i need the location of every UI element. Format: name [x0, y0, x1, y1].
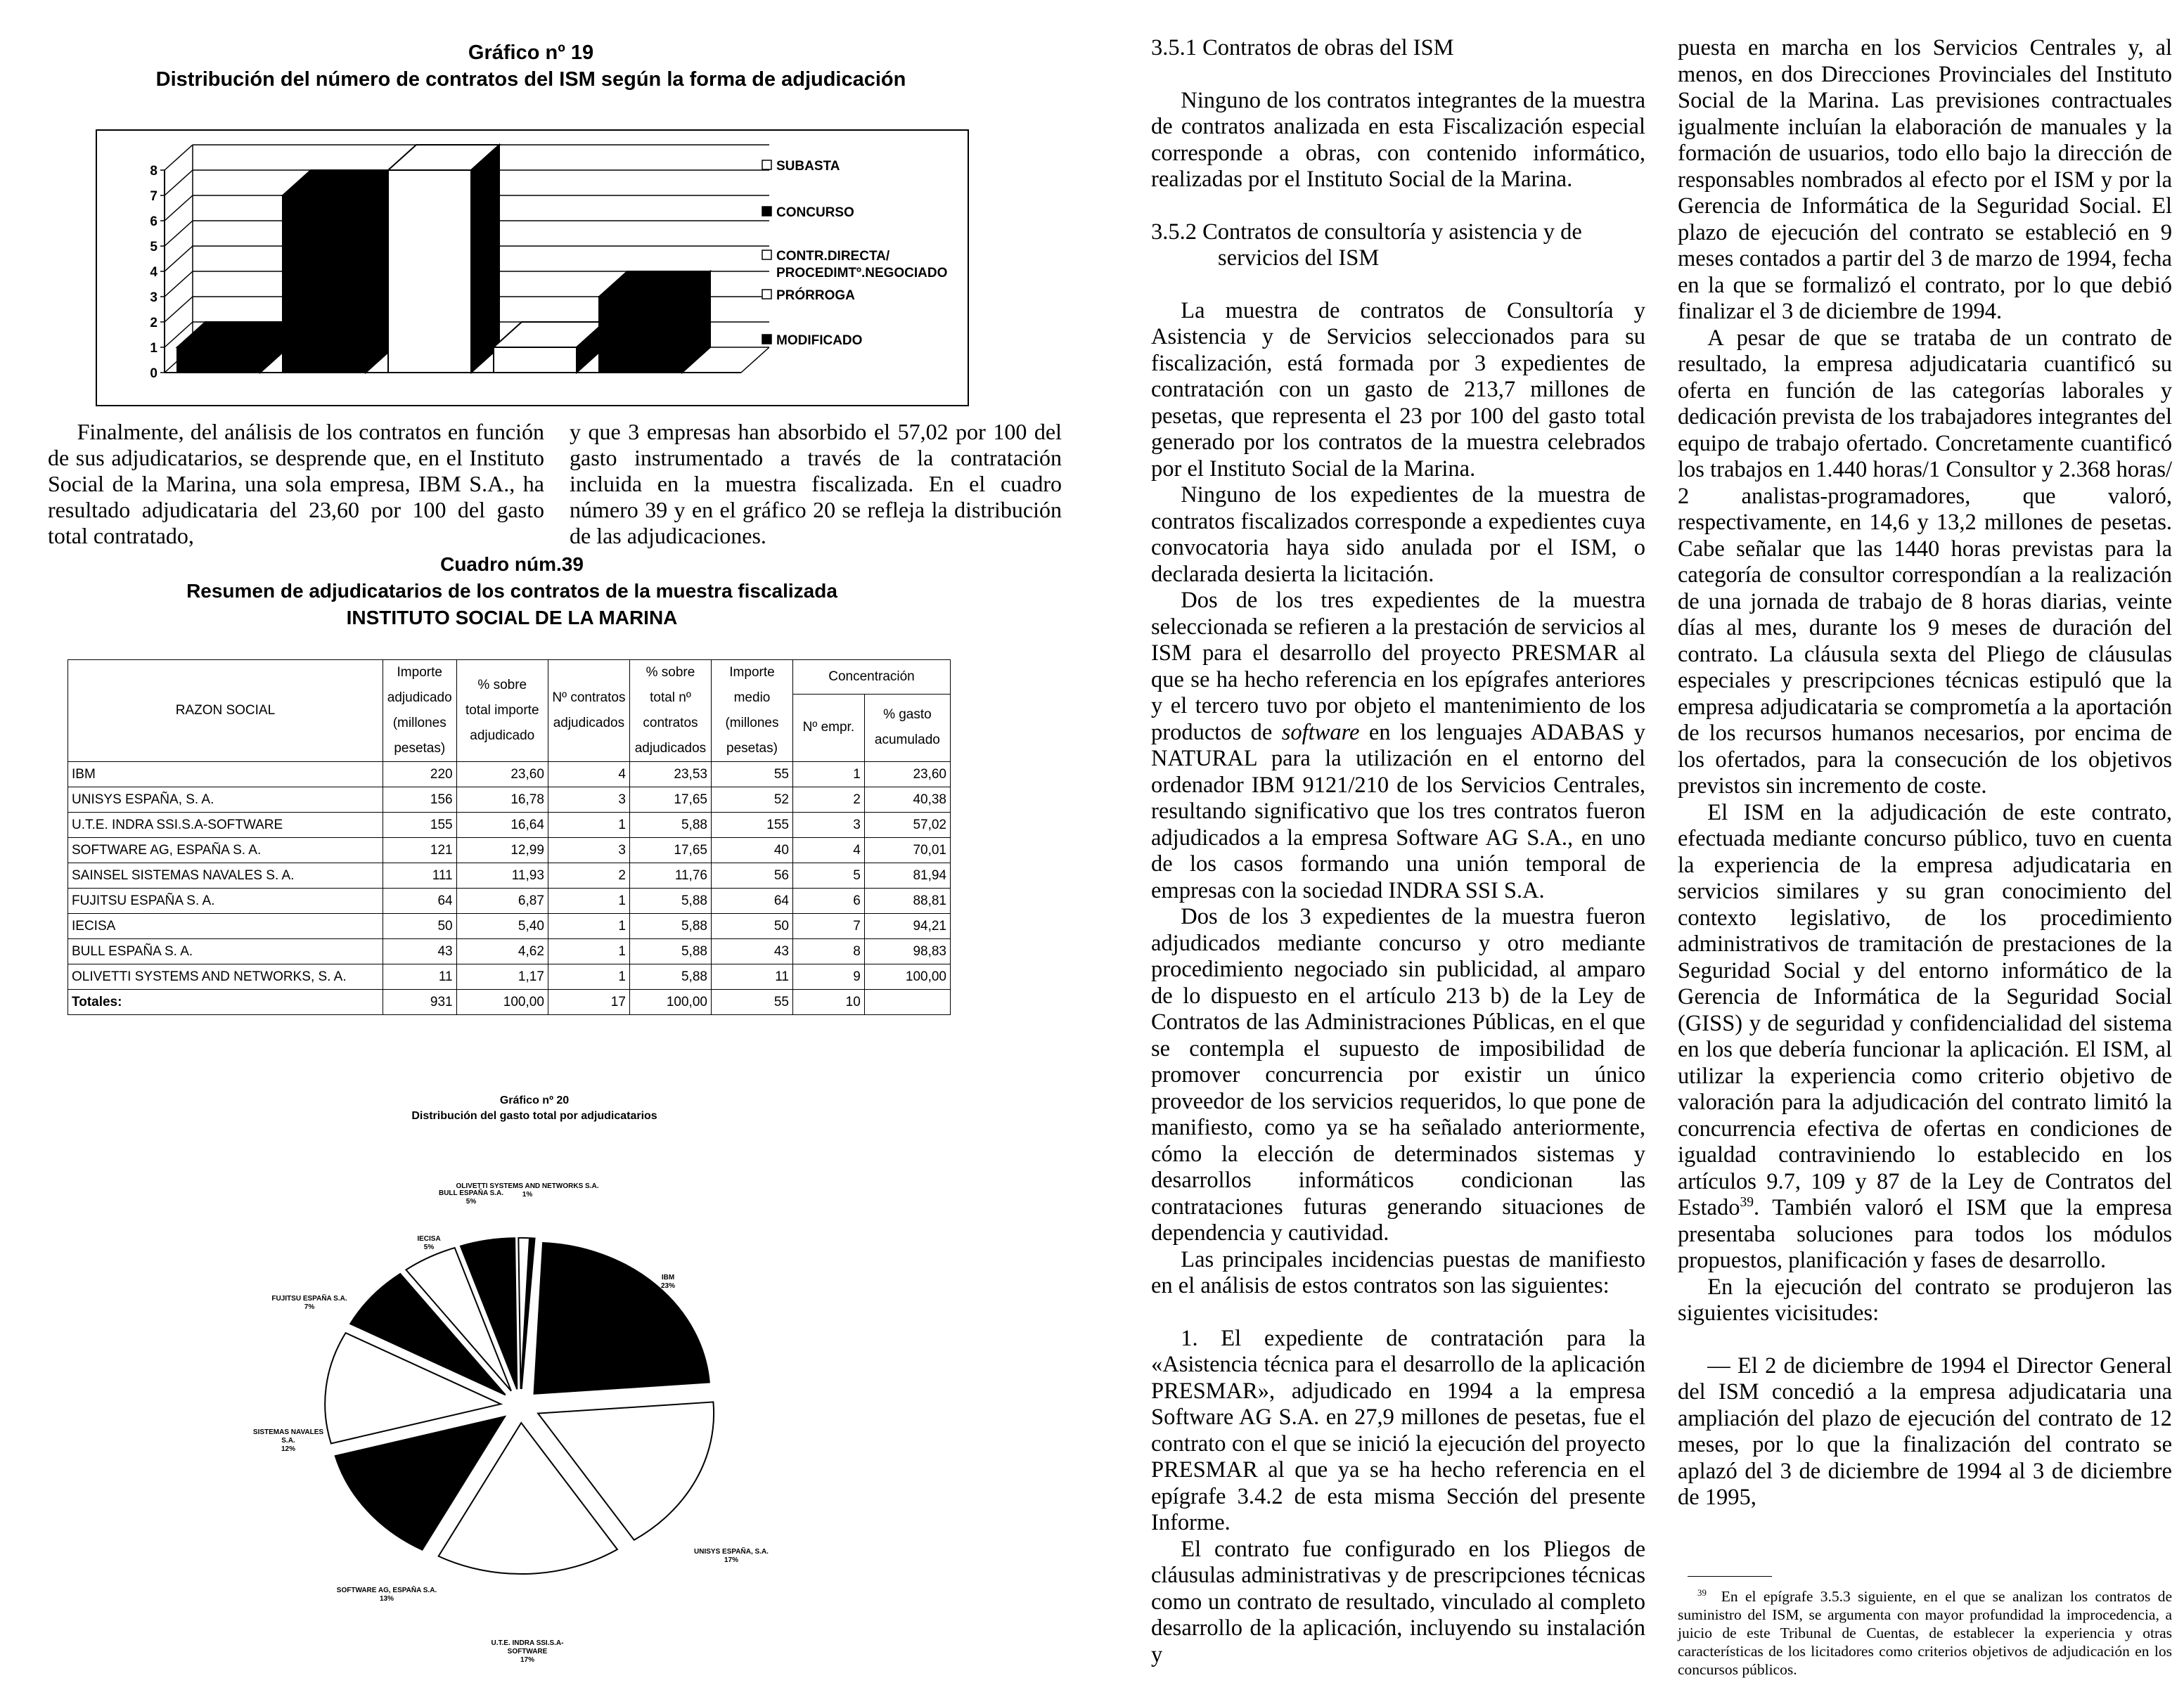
cell-total-pct-acum: [864, 990, 950, 1015]
cell-pct-importe: 5,40: [456, 914, 548, 939]
right-column-2: [1678, 35, 2172, 1511]
grafico20-slices: [325, 1238, 714, 1574]
header-n-contratos: [548, 660, 629, 762]
header-pct-contratos-l3: contratos: [643, 716, 698, 730]
bar-5: [599, 271, 710, 373]
bar-2: [283, 170, 394, 373]
footnote-rule: [1688, 1576, 1772, 1577]
cell-medio: 64: [711, 889, 792, 914]
cell-importe: 220: [383, 762, 456, 787]
paragraph-experiencia-b: . También valoró el ISM que la empresa presentaba soluciones para todos los módulos propuestos, planificación y fases de desarrollo.: [1678, 1195, 2172, 1273]
header-pct-importe: [456, 660, 548, 762]
cell-razon: FUJITSU ESPAÑA S. A.: [68, 889, 383, 914]
header-medio-l1: Importe: [729, 665, 775, 680]
cell-medio: 43: [711, 939, 792, 964]
cell-pct-importe: 12,99: [456, 838, 548, 863]
table-row: [68, 914, 951, 939]
header-pct-contratos-l2: total nº: [650, 690, 691, 705]
ytick-label: 3: [150, 290, 158, 305]
paragraph-experiencia-a: El ISM en la adjudicación de este contrato, efectuada mediante concurso público, tuvo en cuenta la experiencia de la empresa adjudicataria en servicios similares y su gran conocimiento del contexto legislativo, de los procedimiento administrativos de tramitación de prestaciones de la Seguridad Social y del entorno informático de la Gerencia de Informática de la Seguridad Social (GISS) y de seguridad y confidencialidad del sistema en los que debería funcionar la aplicación. El ISM, al utilizar la experiencia como criterio objetivo de valoración para la adjudicación del contrato limitó la concurrencia efectiva de ofertas en condiciones de igualdad contraviniendo lo establecido en los artículos 9.7, 109 y 87 de la Ley de Contratos del Estado: [1678, 799, 2172, 1220]
header-pct-importe-l2: total importe: [465, 703, 539, 718]
cell-importe: 155: [383, 813, 456, 838]
header-importe: [383, 660, 456, 762]
cell-medio: 11: [711, 964, 792, 990]
paragraph-muestra: La muestra de contratos de Consultoría y Asistencia y de Servicios seleccionados para su fiscalización, está formada por 3 expedientes de contratación con un gasto de 213,7 millones de pesetas, que representa el 23 por 100 del gasto total generado por los contratos de la muestra celebrados por el Instituto Social de la Marina.: [1151, 297, 1645, 482]
pie-label: U.T.E. INDRA SSI.S.A-: [491, 1639, 564, 1647]
grafico19-legend: [762, 159, 947, 348]
heading-3-5-1: 3.5.1 Contratos de obras del ISM: [1151, 35, 1454, 60]
cell-pct-acum: 70,01: [864, 838, 950, 863]
cuadro39-title-line2: Resumen de adjudicatarios de los contratos de la muestra fiscalizada: [186, 580, 837, 602]
cell-pct-acum: 23,60: [864, 762, 950, 787]
header-n-contratos-l2: adjudicados: [553, 716, 625, 730]
pie-percent: 13%: [379, 1595, 394, 1603]
table-row: [68, 939, 951, 964]
cell-pct-importe: 1,17: [456, 964, 548, 990]
pie-percent: 7%: [304, 1303, 315, 1311]
cell-n-empr: 1: [793, 762, 865, 787]
header-importe-l4: pesetas): [394, 741, 446, 756]
legend-label: CONCURSO: [776, 205, 854, 220]
legend-item-2: [762, 205, 854, 220]
cuadro39-title-line1: Cuadro núm.39: [440, 553, 584, 575]
cell-importe: 156: [383, 787, 456, 813]
table-row: [68, 838, 951, 863]
paragraph-ampliacion: — El 2 de diciembre de 1994 el Director General del ISM concedió a la empresa adjudicataria una ampliación del plazo de ejecución del contrato de 12 meses, por lo que la finalización del contrato se aplazó del 3 de diciembre de 1994 al 3 de diciembre de 1995,: [1678, 1352, 2172, 1510]
paragraph-presmar-a: Dos de los tres expedientes de la muestra seleccionada se refieren a la prestación de servicios al ISM para el desarrollo del proyecto PRESMAR al que se ha hecho referencia en los epígrafes anteriores y el tercero tuvo por objeto el mantenimiento de los productos de: [1151, 588, 1645, 745]
ytick-label: 2: [150, 316, 158, 330]
cell-importe: 11: [383, 964, 456, 990]
cell-pct-acum: 88,81: [864, 889, 950, 914]
grafico19-bars: [177, 145, 710, 373]
cell-total-pct-contratos: 100,00: [629, 990, 711, 1015]
ytick-label: 0: [150, 366, 158, 381]
cell-pct-contratos: 17,65: [629, 787, 711, 813]
pie-percent: 5%: [465, 1198, 477, 1206]
cell-pct-contratos: 11,76: [629, 863, 711, 889]
paragraph-item-1: 1. El expediente de contratación para la «Asistencia técnica para el desarrollo de la aplicación PRESMAR», adjudicado en 1994 a la empresa Software AG S.A. en 27,9 millones de pesetas, fue el contrato con el que se inició la ejecución del proyecto PRESMAR al que ya se ha hecho referencia en el epígrafe 3.4.2 de esta misma Sección del presente Informe.: [1151, 1325, 1645, 1535]
cell-importe: 64: [383, 889, 456, 914]
header-razon-social: RAZON SOCIAL: [68, 660, 383, 762]
left-text-col2: [570, 419, 1062, 549]
left-text-col1: [48, 419, 544, 549]
pie-label: SOFTWARE AG, ESPAÑA S.A.: [336, 1587, 437, 1594]
cell-n-empr: 3: [793, 813, 865, 838]
grafico19-title: [0, 39, 1062, 93]
cell-pct-acum: 57,02: [864, 813, 950, 838]
header-importe-l1: Importe: [397, 665, 442, 680]
pie-label: S.A.: [281, 1437, 295, 1445]
cell-totales-label: Totales:: [68, 990, 383, 1015]
legend-label: PRÓRROGA: [776, 288, 855, 303]
bar-4: [494, 322, 605, 373]
header-n-empr: Nº empr.: [793, 694, 865, 761]
cell-medio: 55: [711, 762, 792, 787]
header-pct-acum-l1: % gasto: [883, 707, 932, 723]
pie-label: BULL ESPAÑA S.A.: [438, 1189, 504, 1197]
paragraph-presmar: [1151, 588, 1645, 904]
cell-n-empr: 9: [793, 964, 865, 990]
grid-depth-line: [165, 297, 193, 322]
pie-label: FUJITSU ESPAÑA S.A.: [271, 1295, 347, 1303]
cell-importe: 43: [383, 939, 456, 964]
grafico19-title-line1: Gráfico nº 19: [468, 41, 594, 64]
legend-item-5: [762, 333, 862, 348]
cell-total-medio: 55: [711, 990, 792, 1015]
pie-label: OLIVETTI SYSTEMS AND NETWORKS S.A.: [456, 1182, 599, 1190]
cell-n-contratos: 1: [548, 914, 629, 939]
header-importe-l2: adjudicado: [387, 690, 452, 705]
cuadro39-header: [68, 660, 951, 762]
cell-n-contratos: 2: [548, 863, 629, 889]
cell-n-contratos: 3: [548, 787, 629, 813]
bar-1: [177, 322, 288, 373]
table-row-totals: [68, 990, 951, 1015]
pie-label: SOFTWARE: [507, 1648, 548, 1655]
legend-swatch: [762, 207, 771, 216]
cell-pct-acum: 94,21: [864, 914, 950, 939]
cell-pct-contratos: 17,65: [629, 838, 711, 863]
cell-pct-acum: 100,00: [864, 964, 950, 990]
bar-3: [388, 145, 499, 373]
grid-depth-line: [165, 195, 193, 221]
cell-pct-importe: 16,78: [456, 787, 548, 813]
cell-pct-acum: 81,94: [864, 863, 950, 889]
cell-pct-contratos: 5,88: [629, 964, 711, 990]
cell-medio: 52: [711, 787, 792, 813]
grid-depth-line: [165, 170, 193, 195]
legend-item-1: [762, 159, 840, 174]
cell-importe: 121: [383, 838, 456, 863]
cell-n-contratos: 4: [548, 762, 629, 787]
cell-n-contratos: 1: [548, 939, 629, 964]
legend-swatch: [762, 160, 771, 169]
legend-label: PROCEDIMTº.NEGOCIADO: [776, 266, 948, 280]
cuadro39-title: [0, 551, 1024, 631]
cell-medio: 40: [711, 838, 792, 863]
cell-importe: 50: [383, 914, 456, 939]
grafico20-chart: [253, 1083, 816, 1666]
cell-pct-acum: 98,83: [864, 939, 950, 964]
grafico20-title-line1: Gráfico nº 20: [499, 1095, 570, 1106]
footnote-text: En el epígrafe 3.5.3 siguiente, en el que se analizan los contratos de suministro del ISM, se argumenta con mayor profundidad la improcedencia, a juicio de este Tribunal de Cuentas, de establecer la experiencia y otras características de los licitadores como criterios objetivos de adjudicación en los concursos públicos.: [1678, 1588, 2173, 1678]
pie-percent: 1%: [522, 1191, 533, 1199]
cell-importe: 111: [383, 863, 456, 889]
grafico19-title-line2: Distribución del número de contratos del ISM según la forma de adjudicación: [155, 68, 906, 91]
paragraph-experiencia: [1678, 800, 2172, 1274]
cell-n-empr: 4: [793, 838, 865, 863]
cell-pct-importe: 23,60: [456, 762, 548, 787]
cell-pct-contratos: 5,88: [629, 889, 711, 914]
table-row: [68, 964, 951, 990]
pie-percent: 23%: [660, 1282, 676, 1290]
pie-label: IECISA: [417, 1235, 441, 1243]
cell-pct-importe: 16,64: [456, 813, 548, 838]
pie-label: SISTEMAS NAVALES: [253, 1428, 324, 1436]
header-pct-contratos-l1: % sobre: [645, 665, 695, 680]
header-pct-importe-l3: adjudicado: [470, 728, 535, 743]
cell-pct-contratos: 5,88: [629, 939, 711, 964]
grafico19-yticks: [150, 164, 165, 381]
cell-n-contratos: 1: [548, 813, 629, 838]
cell-pct-contratos: 5,88: [629, 813, 711, 838]
cell-n-empr: 5: [793, 863, 865, 889]
cell-pct-importe: 11,93: [456, 863, 548, 889]
header-medio-l3: (millones: [725, 716, 779, 730]
header-pct-acumulado: [864, 694, 950, 761]
table-row: [68, 863, 951, 889]
ytick-label: 5: [150, 240, 158, 254]
cell-n-empr: 7: [793, 914, 865, 939]
legend-item-3: [762, 249, 947, 280]
pie-percent: 17%: [520, 1656, 535, 1664]
legend-label: SUBASTA: [776, 159, 840, 174]
table-row: [68, 889, 951, 914]
paragraph-obras: Ninguno de los contratos integrantes de la muestra de contratos analizada en esta Fiscalización especial corresponde a obras, con contenido informático, realizadas por el Instituto Social de la Marina.: [1151, 87, 1645, 192]
cell-razon: OLIVETTI SYSTEMS AND NETWORKS, S. A.: [68, 964, 383, 990]
cell-razon: UNISYS ESPAÑA, S. A.: [68, 787, 383, 813]
cell-total-importe: 931: [383, 990, 456, 1015]
header-importe-l3: (millones: [392, 716, 447, 730]
cell-n-contratos: 3: [548, 838, 629, 863]
cell-razon: BULL ESPAÑA S. A.: [68, 939, 383, 964]
cell-pct-contratos: 23,53: [629, 762, 711, 787]
cell-n-empr: 2: [793, 787, 865, 813]
header-medio-l2: medio: [733, 690, 771, 705]
pie-slice-1: [534, 1243, 709, 1394]
footnote-number: 39: [1697, 1587, 1707, 1598]
grafico20-title-line2: Distribución del gasto total por adjudicatarios: [411, 1110, 657, 1122]
paragraph-ninguno: Ninguno de los expedientes de la muestra de contratos fiscalizados corresponde a expedientes cuya convocatoria haya sido anulada por el ISM, o declarada desierta la licitación.: [1151, 482, 1645, 587]
cell-n-contratos: 1: [548, 889, 629, 914]
header-pct-contratos-l4: adjudicados: [634, 741, 707, 756]
ytick-label: 8: [150, 164, 158, 179]
cell-n-contratos: 1: [548, 964, 629, 990]
cell-razon: SAINSEL SISTEMAS NAVALES S. A.: [68, 863, 383, 889]
paragraph-puesta-marcha: puesta en marcha en los Servicios Centrales y, al menos, en dos Direcciones Provinciales del Instituto Social de la Marina. Las previsiones contractuales igualmente incluían la elaboración de manuales y la formación de usuarios, todo ello bajo la dirección de responsables nombrados al efecto por el ISM y por la Gerencia de Informática de la Seguridad Social. El plazo de ejecución del contrato se estableció en 9 meses contados a partir del 3 de marzo de 1994, fecha en la que se formalizó el contrato, por lo que debió finalizar el 3 de diciembre de 1994.: [1678, 35, 2172, 324]
cell-total-contratos: 17: [548, 990, 629, 1015]
table-row: [68, 762, 951, 787]
cell-n-empr: 6: [793, 889, 865, 914]
grid-depth-line: [165, 221, 193, 246]
legend-swatch: [762, 250, 771, 259]
legend-swatch: [762, 290, 771, 299]
cuadro39-body: [68, 762, 951, 1015]
cell-pct-importe: 6,87: [456, 889, 548, 914]
header-pct-contratos: [629, 660, 711, 762]
pie-label: IBM: [661, 1274, 675, 1281]
header-pct-importe-l1: % sobre: [477, 678, 527, 692]
pie-label: UNISYS ESPAÑA, S.A.: [694, 1548, 769, 1556]
legend-label: MODIFICADO: [776, 333, 863, 348]
left-paragraph-1: Finalmente, del análisis de los contratos en función de sus adjudicatarios, se desprende que, en el Instituto Social de la Marina, una sola empresa, IBM S.A., ha resultado adjudicataria del 23,60 por 100 del gasto total contratado,: [48, 419, 544, 548]
cell-medio: 56: [711, 863, 792, 889]
ytick-label: 7: [150, 189, 158, 204]
legend-swatch: [762, 335, 771, 344]
paragraph-resultado: A pesar de que se trataba de un contrato de resultado, la empresa adjudicataria cuantificó su oferta en función de las categorías laborales y dedicación prevista de los trabajadores integrantes del equipo de trabajo ofertado. Concretamente cuantificó los trabajos en 1.440 horas/1 Consultor y 2.368 horas/ 2 analistas-programadores, que valoró, respectivamente, en 14,6 y 13,2 millones de pesetas. Cabe señalar que las 1440 horas previstas para la categoría de consultor correspondían a la realización de una jornada de trabajo de 8 horas diarias, veinte días al mes, durante los 9 meses de duración del contrato. La cláusula sexta del Pliego de cláusulas especiales y prescripciones técnicas estipuló que la empresa adjudicataria se comprometía a la aportación de los recursos humanos necesarios, por encima de los ofertados, para la consecución de los objetivos previstos sin incremento de coste.: [1678, 325, 2172, 799]
grid-depth-line: [165, 246, 193, 271]
paragraph-pliegos: El contrato fue configurado en los Pliegos de cláusulas administrativas y de prescripciones técnicas como un contrato de resultado, vinculado al completo desarrollo de la aplicación, incluyendo su instalación y: [1151, 1536, 1645, 1667]
grafico19-chart: [96, 129, 968, 405]
pie-percent: 12%: [281, 1445, 296, 1453]
right-column-1: [1151, 35, 1645, 1668]
header-pct-acum-l2: acumulado: [874, 732, 940, 748]
table-row: [68, 813, 951, 838]
cell-total-n-empr: 10: [793, 990, 865, 1015]
pie-percent: 5%: [423, 1244, 435, 1251]
cell-razon: SOFTWARE AG, ESPAÑA S. A.: [68, 838, 383, 863]
header-importe-medio: [711, 660, 792, 762]
header-medio-l4: pesetas): [726, 741, 778, 756]
paragraph-incidencias: Las principales incidencias puestas de manifiesto en el análisis de estos contratos son las siguientes:: [1151, 1246, 1645, 1298]
cell-pct-importe: 4,62: [456, 939, 548, 964]
table-row: [68, 787, 951, 813]
legend-item-4: [762, 288, 855, 303]
cell-n-empr: 8: [793, 939, 865, 964]
legend-label: CONTR.DIRECTA/: [776, 249, 890, 264]
cell-total-pct-importe: 100,00: [456, 990, 548, 1015]
paragraph-vicisitudes: En la ejecución del contrato se produjeron las siguientes vicisitudes:: [1678, 1274, 2172, 1326]
cuadro39-table: [68, 659, 951, 1015]
paragraph-adjudicacion: Dos de los 3 expedientes de la muestra fueron adjudicados mediante concurso y otro mediante procedimiento negociado sin publicidad, al amparo de lo dispuesto en el artículo 213 b) de la Ley de Contratos de las Administraciones Públicas, en el que se contempla el supuesto de imposibilidad de promover concurrencia por existir un único proveedor de los servicios requeridos, lo que pone de manifiesto, como ya se ha señalado anteriormente, cómo la elección de determinados sistemas y desarrollos informáticos condicionan las contrataciones futuras generando situaciones de dependencia y cautividad.: [1151, 904, 1645, 1246]
ytick-label: 4: [150, 265, 158, 280]
cell-razon: IBM: [68, 762, 383, 787]
cell-razon: IECISA: [68, 914, 383, 939]
cell-pct-acum: 40,38: [864, 787, 950, 813]
ytick-label: 1: [150, 341, 158, 356]
cell-medio: 155: [711, 813, 792, 838]
pie-percent: 17%: [724, 1556, 739, 1564]
grid-depth-line: [165, 271, 193, 297]
footnote-ref-39: 39: [1740, 1195, 1754, 1211]
header-concentracion: Concentración: [793, 660, 951, 695]
heading-3-5-2: 3.5.2 Contratos de consultoría y asistencia y de servicios del ISM: [1151, 219, 1582, 271]
left-paragraph-2: y que 3 empresas han absorbido el 57,02 por 100 del gasto instrumentado a través de la contratación incluida en la muestra fiscalizada. En el cuadro número 39 y en el gráfico 20 se refleja la distribución de las adjudicaciones.: [570, 419, 1062, 548]
cell-razon: U.T.E. INDRA SSI.S.A-SOFTWARE: [68, 813, 383, 838]
paragraph-presmar-b: en los lenguajes ADABAS y NATURAL para la utilización en el entorno del ordenador IBM 9121/210 de los Servicios Centrales, resultando significativo que los tres contratos fueron adjudicados a la empresa Software AG S.A., en uno de los casos formando una unión temporal de empresas con la sociedad INDRA SSI S.A.: [1151, 719, 1645, 903]
cell-pct-contratos: 5,88: [629, 914, 711, 939]
footnote-39: [1678, 1587, 2172, 1679]
floor-edge: [741, 347, 769, 373]
cell-medio: 50: [711, 914, 792, 939]
ytick-label: 6: [150, 214, 158, 229]
grid-depth-line: [165, 145, 193, 170]
header-n-contratos-l1: Nº contratos: [552, 690, 626, 705]
paragraph-presmar-em: software: [1281, 719, 1360, 745]
cuadro39-title-line3: INSTITUTO SOCIAL DE LA MARINA: [346, 607, 678, 628]
